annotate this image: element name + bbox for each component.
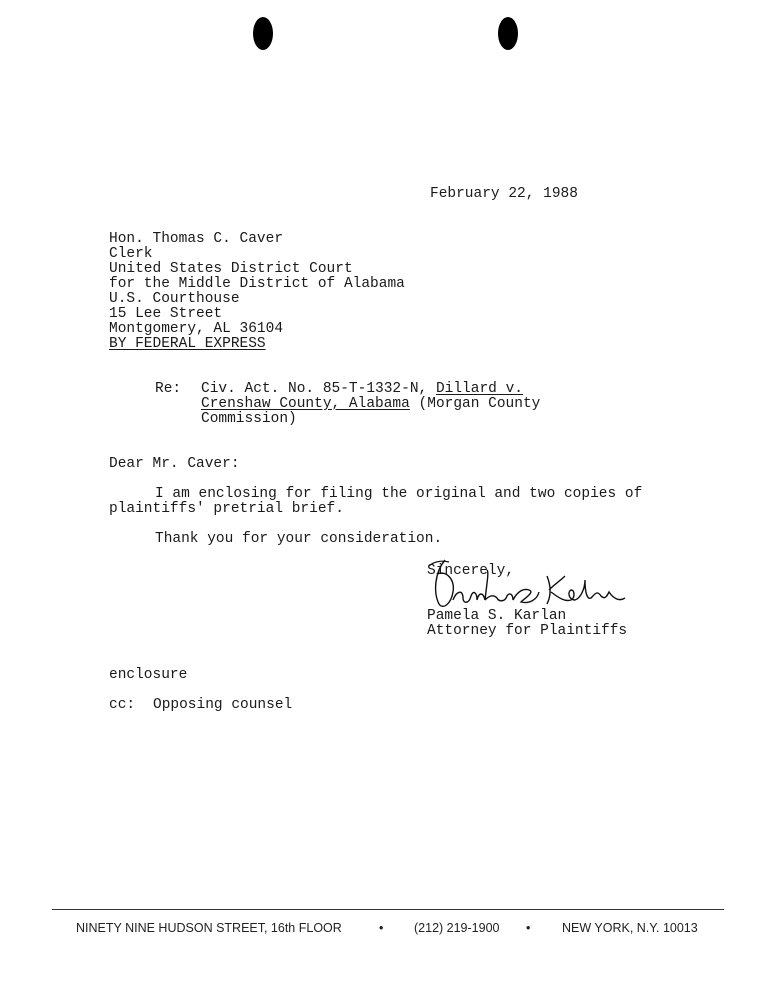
- footer-phone: (212) 219-1900: [414, 921, 500, 935]
- recipient-court-line1: United States District Court: [109, 261, 353, 277]
- salutation: Dear Mr. Caver:: [109, 456, 240, 472]
- recipient-court-line2: for the Middle District of Alabama: [109, 276, 405, 292]
- case-name-part2: Crenshaw County, Alabama: [201, 396, 410, 412]
- body-paragraph1-line2: plaintiffs' pretrial brief.: [109, 501, 344, 517]
- letter-date: February 22, 1988: [430, 186, 578, 202]
- recipient-title: Clerk: [109, 246, 153, 262]
- punch-hole-left: [253, 17, 273, 50]
- case-number: Civ. Act. No. 85-T-1332-N,: [201, 381, 428, 397]
- signer-name: Pamela S. Karlan: [427, 608, 567, 624]
- re-line1: [201, 382, 523, 397]
- footer-bullet-2: •: [526, 921, 531, 935]
- recipient-name: Hon. Thomas C. Caver: [109, 231, 284, 247]
- recipient-street: 15 Lee Street: [109, 306, 223, 322]
- footer-address: NINETY NINE HUDSON STREET, 16th FLOOR: [76, 921, 342, 935]
- delivery-method: BY FEDERAL EXPRESS: [109, 336, 266, 352]
- footer-bullet-1: •: [379, 921, 384, 935]
- case-parenthetical1: (Morgan County: [418, 396, 541, 412]
- body-paragraph1-line1: I am enclosing for filing the original and two copies of: [155, 486, 643, 502]
- case-parenthetical2: Commission): [201, 411, 297, 427]
- recipient-city: Montgomery, AL 36104: [109, 321, 284, 337]
- enclosure-note: enclosure: [109, 667, 188, 683]
- cc-value: Opposing counsel: [153, 697, 293, 713]
- re-label: Re:: [155, 381, 182, 397]
- footer-divider: [52, 909, 724, 910]
- punch-hole-right: [498, 17, 518, 50]
- case-name-part1: Dillard v.: [435, 381, 523, 397]
- closing: Sincerely,: [427, 563, 515, 579]
- signer-title: Attorney for Plaintiffs: [427, 623, 628, 639]
- recipient-building: U.S. Courthouse: [109, 291, 240, 307]
- footer-city: NEW YORK, N.Y. 10013: [562, 921, 698, 935]
- re-line2: [201, 397, 540, 412]
- body-paragraph2: Thank you for your consideration.: [155, 531, 443, 547]
- cc-label: cc:: [109, 697, 136, 713]
